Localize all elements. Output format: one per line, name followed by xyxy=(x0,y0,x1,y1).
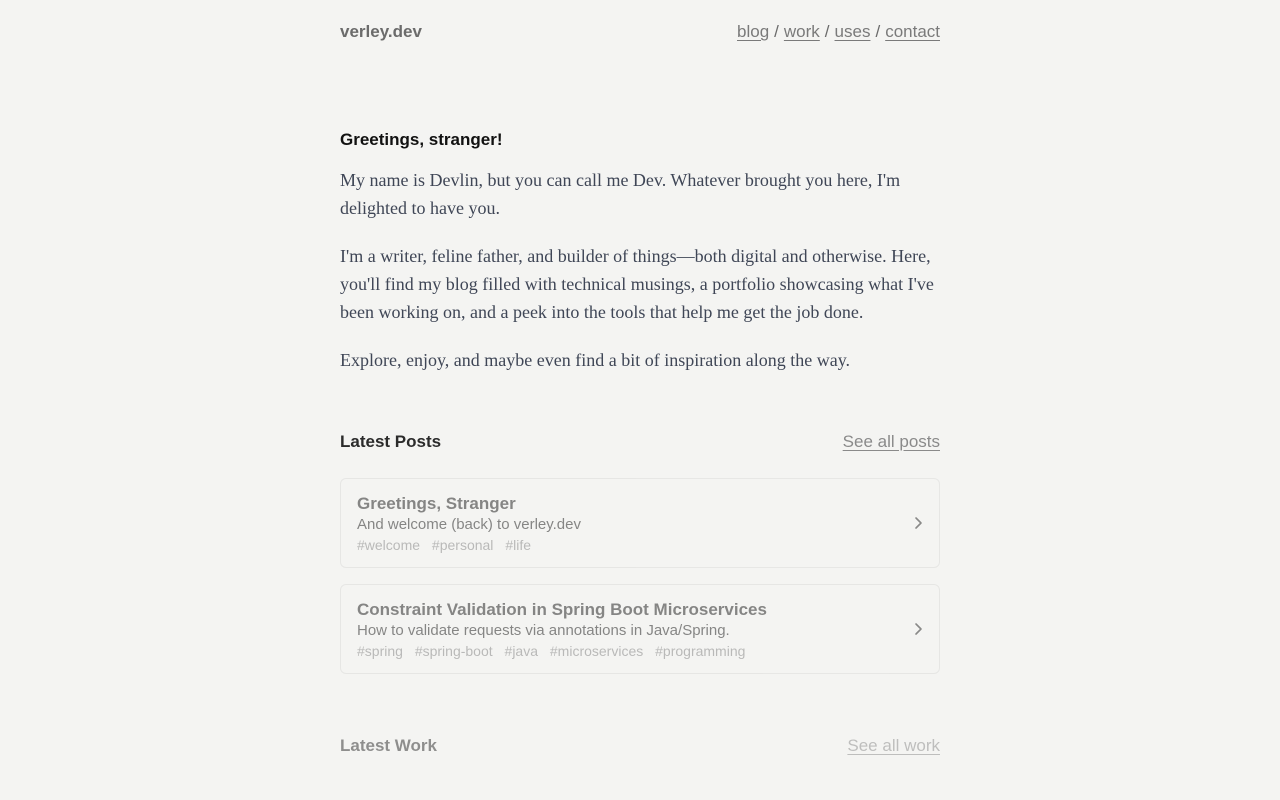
top-nav xyxy=(737,22,940,42)
intro-paragraph: Explore, enjoy, and maybe even find a bit of inspiration along the way. xyxy=(340,350,851,370)
page-container xyxy=(340,0,940,760)
post-title: Greetings, Stranger xyxy=(357,494,516,513)
post-tag[interactable]: #spring-boot xyxy=(414,643,493,659)
intro-paragraph: I'm a writer, feline father, and builder of things—both digital and otherwise. Here, you'll find my blog filled with technical musings, a portfolio showcasing what I've been working on, and a peek into the tools that help me get the job done. xyxy=(340,246,934,322)
post-tag[interactable]: #personal xyxy=(431,537,494,553)
nav-link-blog[interactable]: blog xyxy=(737,22,770,41)
nav-separator: / xyxy=(824,22,830,41)
chevron-right-icon xyxy=(911,622,925,636)
latest-posts-title: Latest Posts xyxy=(340,432,442,451)
post-description: And welcome (back) to verley.dev xyxy=(357,516,581,533)
post-tag[interactable]: #spring xyxy=(357,643,403,659)
post-tags xyxy=(357,641,923,661)
posts-list xyxy=(340,478,940,674)
post-card[interactable] xyxy=(340,584,940,674)
chevron-right-icon xyxy=(911,516,925,530)
post-tag[interactable]: #programming xyxy=(655,643,746,659)
see-all-work-link[interactable]: See all work xyxy=(847,736,940,755)
intro-section xyxy=(340,128,940,374)
post-tag[interactable]: #life xyxy=(505,537,531,553)
site-header xyxy=(340,0,940,64)
nav-link-contact[interactable]: contact xyxy=(885,22,940,41)
nav-link-uses[interactable]: uses xyxy=(834,22,871,41)
nav-separator: / xyxy=(774,22,779,41)
latest-posts-header xyxy=(340,428,940,456)
see-all-posts-link[interactable]: See all posts xyxy=(842,432,940,451)
latest-work-header xyxy=(340,732,940,760)
post-description: How to validate requests via annotations in Java/Spring. xyxy=(357,622,730,639)
nav-link-work[interactable]: work xyxy=(783,22,820,41)
greeting-heading: Greetings, stranger! xyxy=(340,130,503,149)
post-tag[interactable]: #microservices xyxy=(549,643,644,659)
post-tag[interactable]: #welcome xyxy=(357,537,421,553)
latest-work-title: Latest Work xyxy=(340,736,437,755)
brand-link[interactable]: verley.dev xyxy=(340,22,422,41)
intro-paragraph: My name is Devlin, but you can call me Dev. Whatever brought you here, I'm delighted to have you. xyxy=(340,170,901,218)
post-tags xyxy=(357,535,923,555)
nav-separator: / xyxy=(875,22,881,41)
post-card[interactable] xyxy=(340,478,940,568)
post-title: Constraint Validation in Spring Boot Microservices xyxy=(357,600,767,619)
post-tag[interactable]: #java xyxy=(504,643,538,659)
